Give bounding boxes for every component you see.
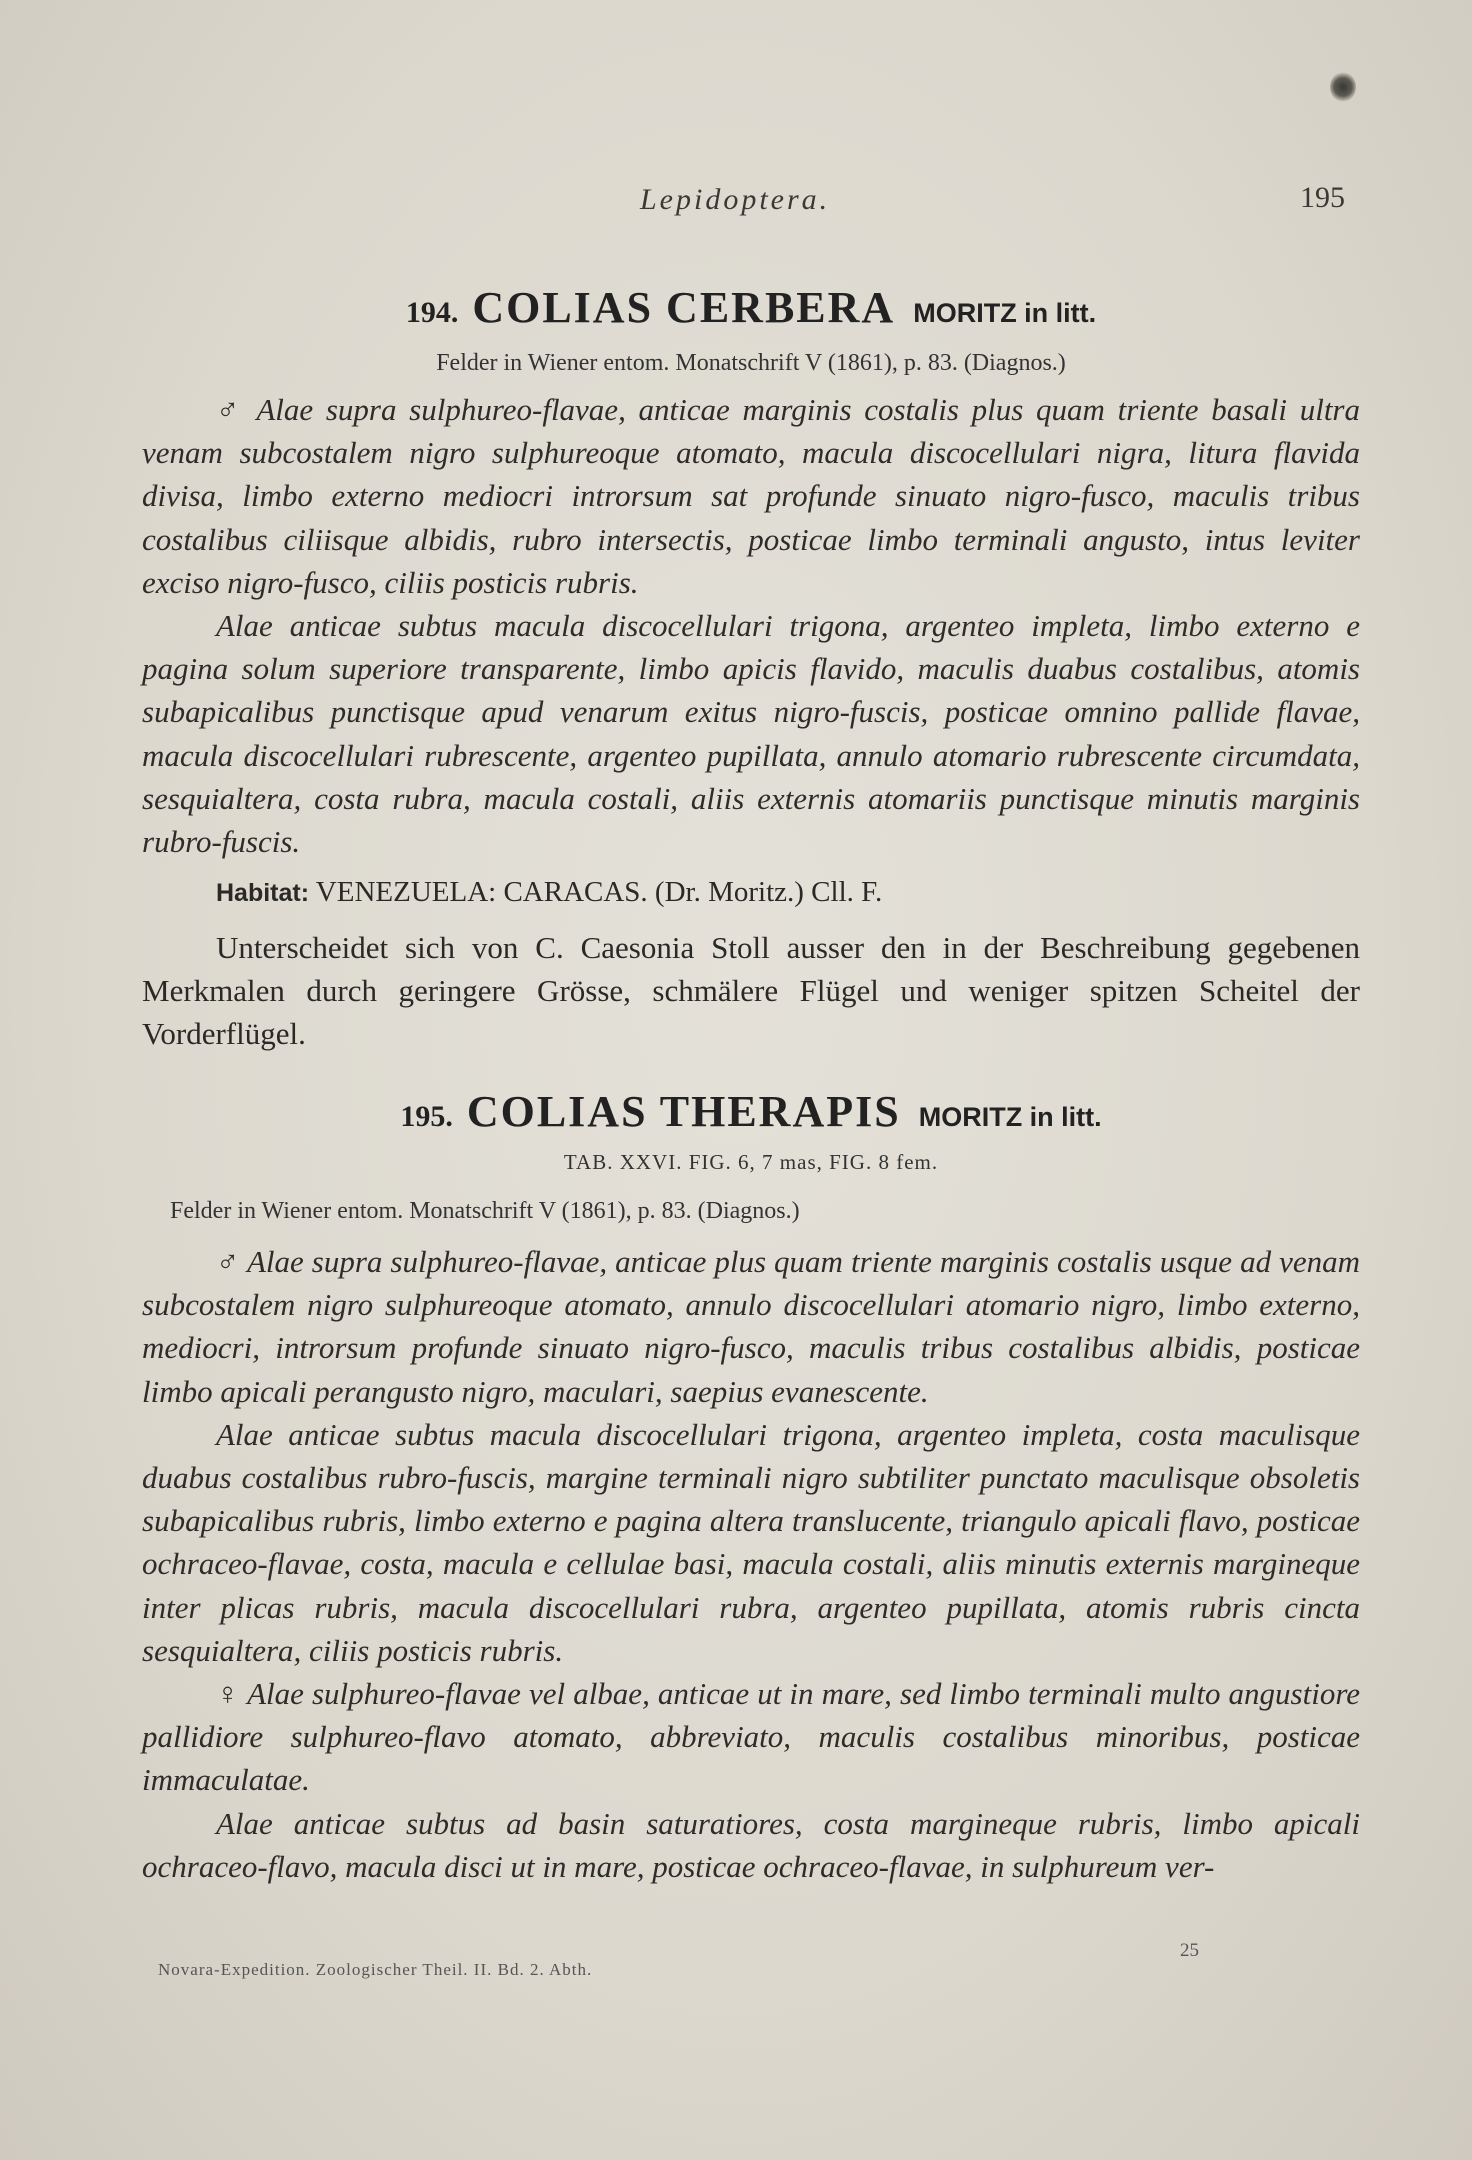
species-195-reference-block bbox=[142, 1198, 1360, 1225]
species-194-habitat-block bbox=[142, 876, 1360, 909]
species-195-name: COLIAS THERAPIS bbox=[466, 1087, 901, 1136]
species-195-plate-block bbox=[142, 1150, 1360, 1175]
species-194-remarks: Unterscheidet sich von C. Caesonia Stoll ausser den in der Beschreibung gegebenen Merkmalen durch geringere Grösse, schmälere Flügel und weniger spitzen Scheitel der Vorderflügel. bbox=[142, 930, 1360, 1051]
running-title: Lepidoptera. bbox=[640, 183, 831, 216]
habitat-label: Habitat: bbox=[216, 879, 310, 907]
species-194-authority: MORITZ in litt. bbox=[913, 298, 1097, 328]
species-194-name: COLIAS CERBERA bbox=[472, 283, 896, 332]
species-195-male-underside: Alae anticae subtus macula discocellulari trigona, argenteo impleta, costa maculisque duabus costalibus rubro-fuscis, margine terminali nigro subtiliter punctato maculisque obsoletis subapicalibus rubris, limbo externo e pagina altera translucente, triangulo apicali flavo, posticae ochraceo-flavae, costa, macula e cellulae basi, macula costali, aliis minutis externis margineque inter plicas rubris, macula discocellulari rubra, argenteo pupillata, atomis rubris cincta sesquialtera, ciliis posticis rubris. bbox=[142, 1416, 1360, 1668]
species-195-female-upperside: ♀ Alae sulphureo-flavae vel albae, anticae ut in mare, sed limbo terminali multo angustiore pallidiore sulphureo-flavo atomato, abbreviato, maculis costalibus minoribus, posticae immaculatae. bbox=[142, 1676, 1360, 1798]
habitat-value: VENEZUELA: CARACAS. (Dr. Moritz.) Cll. F. bbox=[315, 876, 883, 908]
species-195-plate-reference: TAB. XXVI. FIG. 6, 7 mas, FIG. 8 fem. bbox=[563, 1150, 939, 1174]
species-194-heading-block bbox=[142, 282, 1360, 333]
species-195-heading bbox=[142, 1086, 1360, 1137]
species-194-number: 194. bbox=[405, 296, 459, 329]
species-194-reference: Felder in Wiener entom. Monatschrift V (1861), p. 83. (Diagnos.) bbox=[436, 350, 1066, 376]
species-195-description bbox=[142, 1240, 1360, 1888]
species-194-reference-block bbox=[142, 350, 1360, 377]
species-195-reference: Felder in Wiener entom. Monatschrift V (1861), p. 83. (Diagnos.) bbox=[170, 1198, 800, 1224]
species-194-habitat bbox=[142, 876, 1360, 909]
species-195-authority: MORITZ in litt. bbox=[918, 1102, 1102, 1132]
species-194-male-upperside: ♂ Alae supra sulphureo-flavae, anticae marginis costalis plus quam triente basali ultra venam subcostalem nigro sulphureoque atomato, macula discocellulari nigra, litura flavida divisa, limbo externo mediocri introrsum sat profunde sinuato nigro-fusco, maculis tribus costalibus ciliisque albidis, rubro intersectis, posticae limbo terminali angusto, intus leviter exciso nigro-fusco, ciliis posticis rubris. bbox=[142, 392, 1360, 600]
species-194-underside: Alae anticae subtus macula discocellulari trigona, argenteo impleta, limbo externo e pagina solum superiore transparente, limbo apicis flavido, maculis duabus costalibus, atomis subapicalibus punctisque apud venarum exitus nigro-fuscis, posticae omnino pallide flavae, macula discocellulari rubrescente, argenteo pupillata, annulo atomario rubrescente circumdata, sesquialtera, costa rubra, macula costali, aliis externis atomariis punctisque minutis marginis rubro-fuscis. bbox=[142, 608, 1360, 860]
species-194-remarks-block bbox=[142, 926, 1360, 1055]
species-194-description bbox=[142, 388, 1360, 863]
footer-signature-mark: 25 bbox=[1180, 1940, 1199, 1961]
species-194-heading bbox=[142, 282, 1360, 333]
page-number: 195 bbox=[1300, 181, 1345, 214]
species-195-female-underside: Alae anticae subtus ad basin saturatiores, costa margineque rubris, limbo apicali ochraceo-flavo, macula disci ut in mare, posticae ochraceo-flavae, in sulphureum ver- bbox=[142, 1805, 1360, 1884]
footer-series-note: Novara-Expedition. Zoologischer Theil. II. Bd. 2. Abth. bbox=[158, 1960, 593, 1979]
species-195-male-upperside: ♂ Alae supra sulphureo-flavae, anticae plus quam triente marginis costalis usque ad venam subcostalem nigro sulphureoque atomato, annulo discocellulari atomario nigro, limbo externo, mediocri, introrsum profunde sinuato nigro-fusco, maculis tribus costalibus albidis, posticae limbo apicali perangusto nigro, maculari, saepius evanescente. bbox=[142, 1244, 1360, 1409]
species-195-heading-block bbox=[142, 1086, 1360, 1137]
species-195-number: 195. bbox=[400, 1100, 453, 1133]
ink-spot bbox=[1330, 72, 1356, 102]
